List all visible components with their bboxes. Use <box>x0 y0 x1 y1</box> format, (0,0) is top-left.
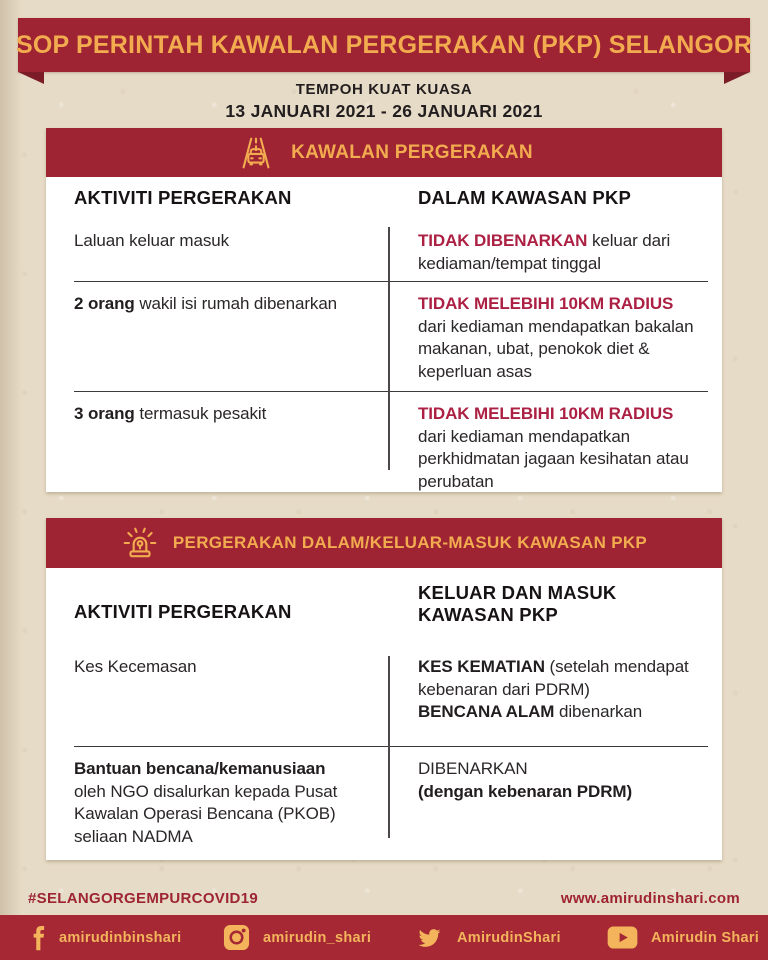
table-row: 2 orang wakil isi rumah dibenarkan TIDAK MELEBIHI 10KM RADIUS dari kediaman mendapatkan bakalan makanan, ubat, penokok diet & keperluan asas <box>74 281 708 391</box>
col-header-dalam-kawasan: DALAM KAWASAN PKP <box>418 187 632 208</box>
accent-text: TIDAK MELEBIHI 10KM RADIUS <box>418 294 674 313</box>
column-divider <box>388 227 390 470</box>
social-youtube <box>576 926 768 949</box>
youtube-icon <box>607 926 638 949</box>
table-row: Laluan keluar masuk TIDAK DIBENARKAN keluar dari kediaman/tempat tinggal <box>74 231 671 273</box>
table-row: Bantuan bencana/kemanusiaan oleh NGO disalurkan kepada Pusat Kawalan Operasi Bencana (PKOB) seliaan NADMA DIBENARKAN (dengan kebenaran PDRM) <box>74 746 708 858</box>
col-header-aktiviti: AKTIVITI PERGERAKAN <box>74 601 292 622</box>
siren-icon <box>121 526 159 560</box>
table-row: Kes Kecemasan KES KEMATIAN (setelah mendapat kebenaran dari PDRM) BENCANA ALAM dibenarkan <box>74 657 689 722</box>
col-header-aktiviti: AKTIVITI PERGERAKAN <box>74 187 292 208</box>
instagram-icon <box>223 924 250 951</box>
twitter-icon <box>415 925 444 950</box>
social-handle: amirudinbinshari <box>59 929 182 946</box>
section2-table <box>46 568 722 860</box>
social-handle: Amirudin Shari <box>651 929 760 946</box>
title-banner <box>15 18 753 72</box>
effective-period <box>0 81 768 122</box>
page-title: SOP PERINTAH KAWALAN PERGERAKAN (PKP) SELANGOR <box>15 30 753 59</box>
car-road-icon <box>235 135 277 171</box>
section1-title: KAWALAN PERGERAKAN <box>291 141 533 163</box>
social-facebook <box>0 924 192 952</box>
campaign-hashtag: #SELANGORGEMPURCOVID19 <box>28 890 258 907</box>
social-twitter <box>384 925 576 950</box>
social-instagram <box>192 924 384 951</box>
column-divider <box>388 656 390 838</box>
footer-links <box>28 890 740 907</box>
social-bar <box>0 915 768 960</box>
social-handle: AmirudinShari <box>457 929 561 946</box>
section2-header-bar <box>46 518 722 568</box>
section2-header-row <box>74 582 708 656</box>
section1-header-row <box>74 187 708 227</box>
col-header-keluar-masuk: KELUAR DAN MASUK KAWASAN PKP <box>418 582 617 625</box>
period-label: TEMPOH KUAT KUASA <box>295 81 473 98</box>
section-pergerakan-kawasan-pkp <box>46 518 722 860</box>
section2-title: PERGERAKAN DALAM/KELUAR-MASUK KAWASAN PKP <box>172 533 648 552</box>
facebook-icon <box>31 924 46 952</box>
section1-table <box>46 177 722 492</box>
website-url: www.amirudinshari.com <box>560 890 740 907</box>
accent-text: TIDAK MELEBIHI 10KM RADIUS <box>418 404 674 423</box>
table-row: 3 orang termasuk pesakit TIDAK MELEBIHI 10KM RADIUS dari kediaman mendapatkan perkhidmatan jagaan kesihatan atau perubatan <box>74 391 708 492</box>
accent-text: TIDAK DIBENARKAN <box>418 231 588 250</box>
section-kawalan-pergerakan <box>46 128 722 492</box>
section1-header-bar <box>46 128 722 177</box>
period-dates: 13 JANUARI 2021 - 26 JANUARI 2021 <box>225 101 543 121</box>
social-handle: amirudin_shari <box>263 929 372 946</box>
